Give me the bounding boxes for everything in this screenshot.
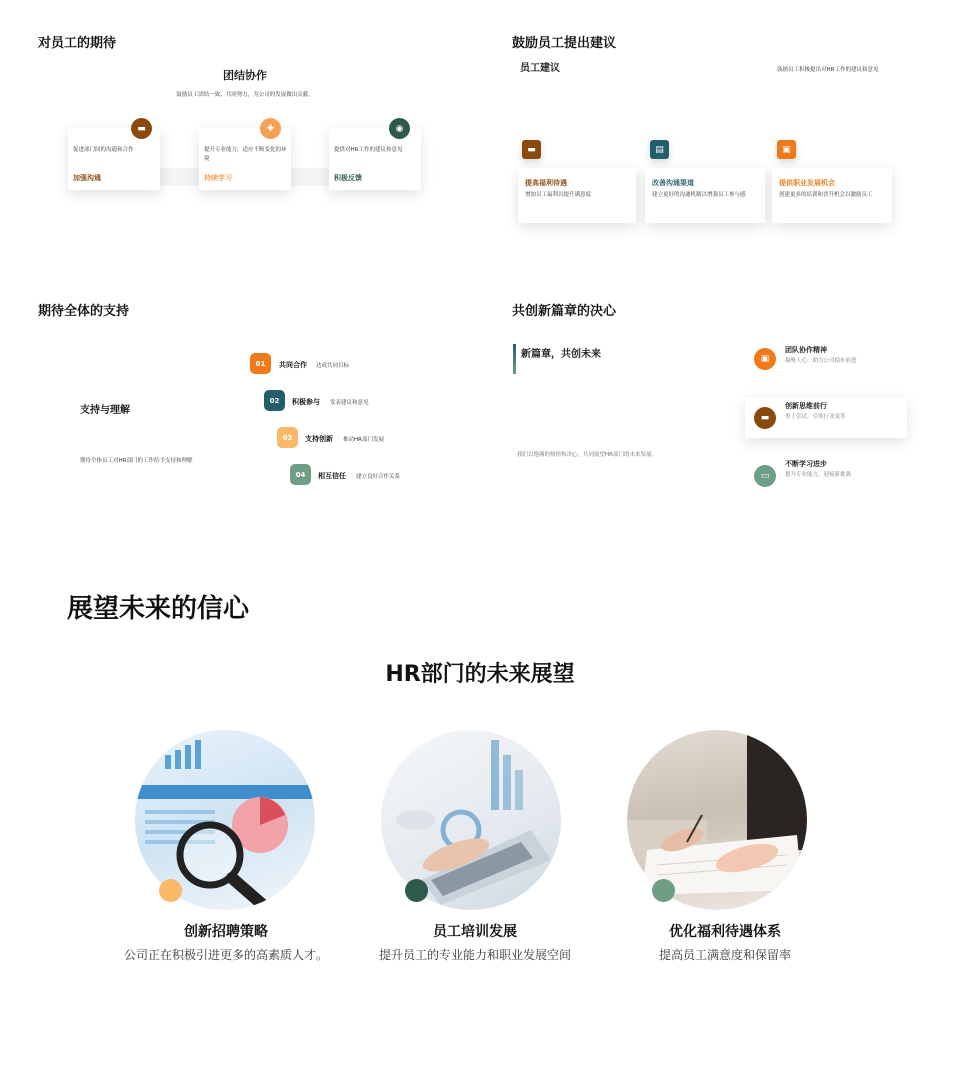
step-number: 03	[277, 427, 298, 448]
card-desc: 提供对HR工作的建议和意见	[334, 147, 403, 153]
step-desc: 建立良好合作关系	[356, 474, 401, 480]
section-title: 期待全体的支持	[38, 304, 130, 319]
item-desc: 凝聚人心，助力公司稳步前进	[785, 358, 857, 364]
card-desc: 增加员工福利以提升满意度	[525, 192, 592, 198]
section-title: 共创新篇章的决心	[512, 304, 617, 319]
card-label: 提高福利待遇	[525, 179, 567, 187]
section-heading: 支持与理解	[80, 405, 130, 416]
item-desc: 提升专业能力，迎接新挑战	[785, 472, 852, 478]
step-number: 02	[264, 390, 285, 411]
accent-dot	[159, 879, 182, 902]
expectation-card	[329, 128, 421, 190]
image-icon: ▣	[754, 348, 776, 370]
card-desc: 促进部门间的沟通和合作	[73, 147, 134, 153]
card-label: 积极反馈	[334, 174, 362, 182]
target-icon: ◉	[389, 118, 410, 139]
card-desc: 建立更好的沟通机制以增强员工参与感	[652, 192, 746, 198]
card-label: 改善沟通渠道	[652, 179, 694, 187]
suggestion-card	[772, 168, 892, 223]
future-item-title: 员工培训发展	[433, 924, 517, 940]
future-item-desc: 提升员工的专业能力和职业发展空间	[378, 948, 571, 962]
section-note: 鼓励员工积极提出对HR工作的建议和意见	[777, 67, 879, 73]
future-subtitle: HR部门的未来展望	[385, 662, 575, 687]
step-label: 支持创新	[305, 435, 333, 443]
future-item-desc: 公司正在积极引进更多的高素质人才。	[123, 948, 328, 962]
accent-bar	[513, 344, 516, 374]
section-heading: 新篇章，共创未来	[521, 349, 601, 360]
card-label: 持续学习	[204, 174, 232, 182]
step-label: 积极参与	[292, 398, 320, 406]
briefcase-icon: ▬	[131, 118, 152, 139]
accent-dot	[652, 879, 675, 902]
future-title: 展望未来的信心	[67, 594, 250, 624]
item-label: 团队协作精神	[785, 346, 827, 354]
document-icon: ▤	[650, 140, 669, 159]
expectation-card	[199, 128, 291, 190]
card-label: 提供职业发展机会	[779, 179, 835, 187]
future-item-title: 优化福利待遇体系	[669, 924, 781, 940]
item-desc: 勇于尝试，引领行业变革	[785, 414, 846, 420]
step-label: 共同合作	[279, 361, 307, 369]
briefcase-icon: ▬	[754, 407, 776, 429]
chat-icon: ▭	[754, 465, 776, 487]
section-desc: 我们以饱满的热情和决心，共同展望HR部门的未来发展。	[517, 452, 657, 458]
briefcase-icon: ▬	[522, 140, 541, 159]
item-label: 创新思维前行	[785, 402, 827, 410]
step-label: 相互信任	[318, 472, 346, 480]
section-title: 对员工的期待	[38, 36, 117, 51]
accent-dot	[405, 879, 428, 902]
future-item-title: 创新招聘策略	[184, 924, 268, 940]
section-subheading: 鼓励员工团结一致、共同努力，为公司的发展做出贡献。	[176, 92, 314, 98]
section-title: 鼓励员工提出建议	[512, 36, 617, 51]
future-item-desc: 提高员工满意度和保留率	[658, 948, 791, 962]
step-desc: 推动HR部门发展	[343, 437, 384, 443]
step-desc: 达成共同目标	[316, 363, 350, 369]
card-desc: 提升专业能力，适应不断变化的环境	[204, 147, 287, 162]
suggestion-card	[518, 168, 636, 223]
item-label: 不断学习进步	[785, 460, 827, 468]
card-desc: 创建更多的培训和晋升机会以激励员工	[779, 192, 873, 198]
section-desc: 期待全体员工对HR部门的工作给予支持和理解	[80, 458, 193, 464]
suggestion-card	[645, 168, 765, 223]
gear-icon: ✚	[260, 118, 281, 139]
image-icon: ▣	[777, 140, 796, 159]
section-heading: 员工建议	[520, 63, 560, 74]
section-heading: 团结协作	[223, 69, 267, 82]
step-number: 04	[290, 464, 311, 485]
step-number: 01	[250, 353, 271, 374]
card-label: 加强沟通	[73, 174, 101, 182]
step-desc: 发表建议和意见	[330, 400, 369, 406]
